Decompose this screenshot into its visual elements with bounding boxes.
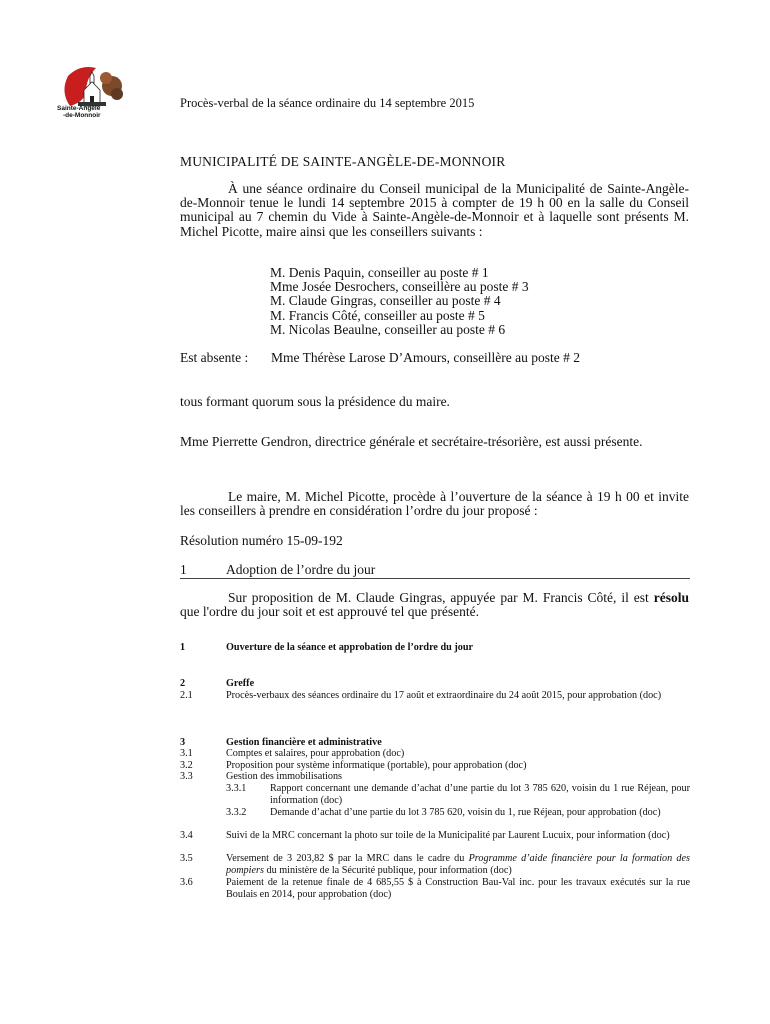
attendee-item: M. Francis Côté, conseiller au poste # 5 [270, 307, 485, 323]
running-head: Procès-verbal de la séance ordinaire du 14 septembre 2015 [180, 96, 475, 110]
program-name: Programme d’aide financière pour la formation des pompiers [226, 853, 690, 876]
logo-text-line2: -de-Monnoir [63, 112, 101, 119]
proposal-paragraph [180, 591, 689, 619]
agenda-number: 1 [180, 642, 186, 653]
agenda-text: Demande d’achat d’une partie du lot 3 785 620, voisin du 1, rue Réjean, pour approbation (doc) [270, 807, 661, 818]
agenda-title: Gestion financière et administrative [226, 737, 382, 748]
director-paragraph: Mme Pierrette Gendron, directrice générale et secrétaire-trésorière, est aussi présente. [180, 434, 643, 449]
agenda-number: 3.3.1 [226, 783, 247, 794]
resolution-number: Résolution numéro 15-09-192 [180, 533, 343, 548]
agenda-text: Gestion des immobilisations [226, 771, 343, 782]
agenda-text-part: Versement de 3 203,82 $ par la MRC dans le cadre du [226, 853, 469, 864]
attendee-list [270, 266, 529, 337]
agenda-number: 3.5 [180, 853, 193, 864]
agenda-text: Suivi de la MRC concernant la photo sur toile de la Municipalité par Laurent Lucuix, pour information (doc) [226, 830, 670, 841]
section-divider [180, 578, 690, 579]
agenda-text-part: du ministère de la Sécurité publique, pour information (doc) [263, 864, 512, 876]
absent-text: Mme Thérèse Larose D’Amours, conseillère au poste # 2 [271, 350, 581, 365]
item-title: Adoption de l’ordre du jour [226, 562, 376, 577]
agenda-number: 3.6 [180, 877, 193, 888]
agenda-text: Comptes et salaires, pour approbation (doc) [226, 748, 405, 759]
intro-paragraph: À une séance ordinaire du Conseil municipal de la Municipalité de Sainte-Angèle-de-Monnoir tenue le lundi 14 septembre 2015 à compter de 19 h 00 en la salle du Conseil municipal au 7 chemin du Vide à Sainte-Angèle-de-Monnoir et à laquelle sont présents M. Michel Picotte, maire ainsi que les conseillers suivants : [180, 181, 689, 239]
quorum-statement: tous formant quorum sous la présidence du maire. [180, 394, 450, 409]
agenda-number: 3 [180, 737, 186, 748]
agenda-title: Greffe [226, 678, 255, 689]
agenda-text: Procès-verbaux des séances ordinaire du 17 août et extraordinaire du 24 août 2015, pour approbation (doc) [226, 690, 662, 701]
proposal-text-end: que l'ordre du jour soit et est approuvé tel que présenté. [180, 604, 479, 620]
absent-label: Est absente : [180, 350, 249, 365]
proposal-text: Sur proposition de M. Claude Gingras, appuyée par M. Francis Côté, il est [228, 590, 654, 605]
mayor-paragraph: Le maire, M. Michel Picotte, procède à l’ouverture de la séance à 19 h 00 et invite les conseillers à prendre en considération l’ordre du jour proposé : [180, 489, 689, 519]
agenda-number: 3.3.2 [226, 807, 247, 818]
agenda-text [226, 853, 690, 876]
attendee-item: M. Nicolas Beaulne, conseiller au poste # 6 [270, 321, 506, 337]
attendee-item: Mme Josée Desrochers, conseillère au poste # 3 [270, 279, 529, 295]
agenda-number: 2 [180, 678, 186, 689]
agenda-number: 3.1 [180, 748, 193, 759]
agenda-number: 3.3 [180, 771, 193, 782]
agenda-text: Paiement de la retenue finale de 4 685,55 $ à Construction Bau-Val inc. pour les travaux exécutés sur la rue Boulais en 2014, pour approbation (doc) [226, 877, 690, 900]
agenda-title: Ouverture de la séance et approbation de l’ordre du jour [226, 642, 474, 653]
agenda-number: 2.1 [180, 690, 193, 701]
item-number: 1 [180, 562, 187, 577]
agenda-number: 3.2 [180, 760, 193, 771]
municipality-title: MUNICIPALITÉ DE SAINTE-ANGÈLE-DE-MONNOIR [180, 154, 506, 169]
attendee-item: M. Denis Paquin, conseiller au poste # 1 [270, 265, 489, 280]
agenda-text: Rapport concernant une demande d’achat d’une partie du lot 3 785 620, voisin du 1 rue Réjean, pour information (doc) [270, 783, 690, 806]
agenda-number: 3.4 [180, 830, 193, 841]
attendee-item: M. Claude Gingras, conseiller au poste # 4 [270, 293, 501, 309]
logo-text-line1: Sainte-Angèle [57, 105, 101, 112]
agenda-text: Proposition pour système informatique (portable), pour approbation (doc) [226, 760, 527, 771]
municipality-logo [56, 62, 126, 120]
resolved-keyword: résolu [653, 590, 689, 605]
